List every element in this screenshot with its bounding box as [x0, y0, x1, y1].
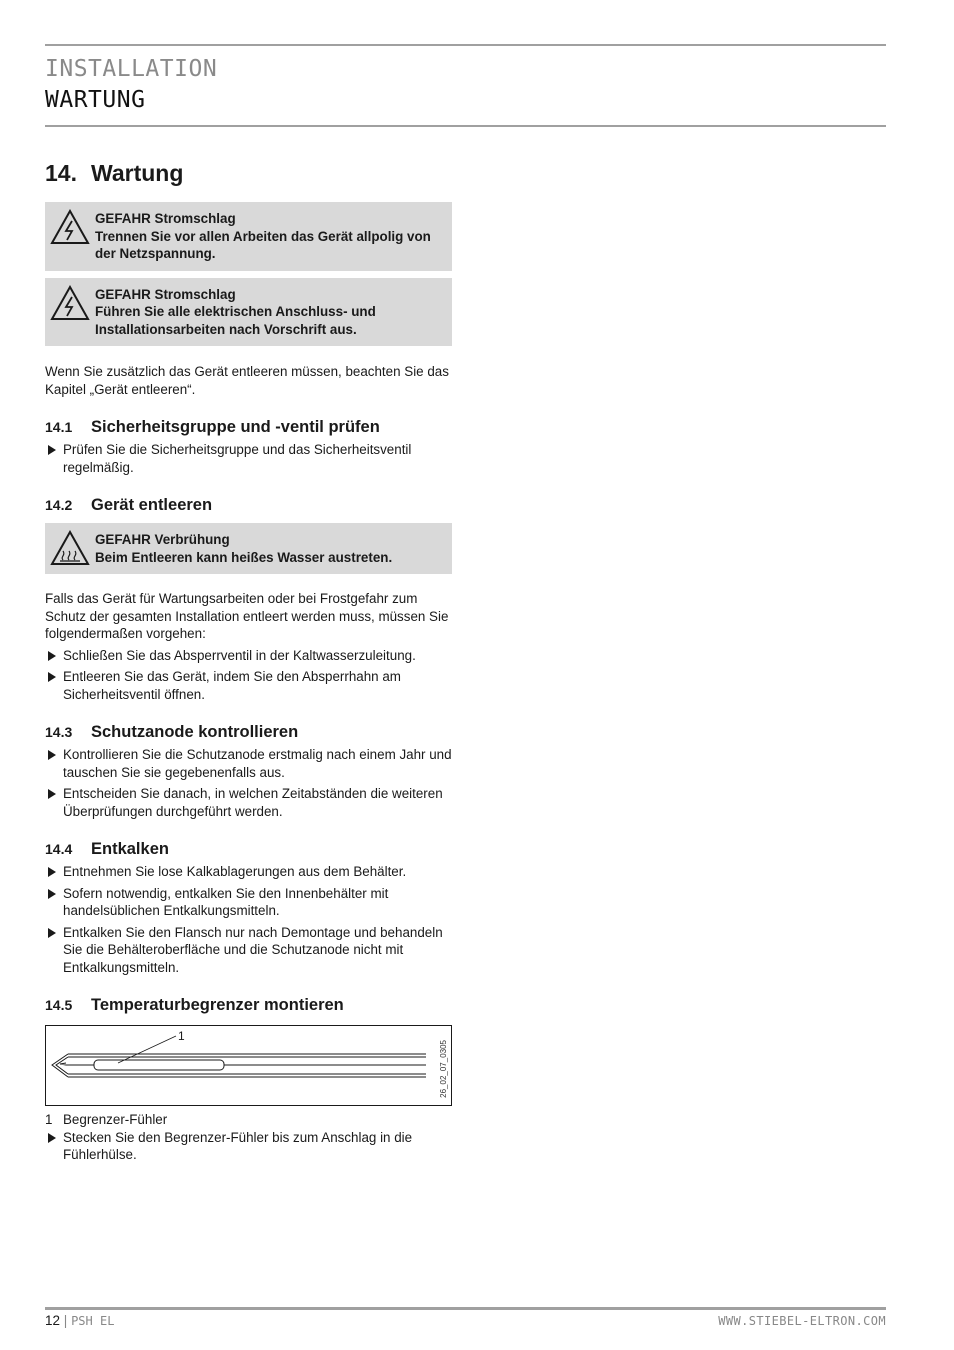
- header-title: WARTUNG: [45, 87, 146, 113]
- list-item: Prüfen Sie die Sicherheitsgruppe und das Sicherheitsventil regelmäßig.: [45, 441, 452, 476]
- bullet-triangle-icon: [48, 651, 56, 661]
- electric-shock-warning-icon: [50, 209, 90, 245]
- section-title: Schutzanode kontrollieren: [91, 723, 299, 741]
- section-heading-14-4: [45, 840, 452, 859]
- figure-callout: 1: [178, 1029, 185, 1043]
- bullet-triangle-icon: [48, 750, 56, 760]
- warning-title: GEFAHR Stromschlag: [95, 211, 236, 226]
- footer-url: WWW.STIEBEL-ELTRON.COM: [718, 1314, 886, 1328]
- footer-separator: |: [63, 1313, 68, 1328]
- section-number: 14.5: [45, 997, 73, 1013]
- sensor-figure: [45, 1025, 452, 1106]
- hot-water-scald-warning-icon: [50, 530, 90, 566]
- warning-text: Beim Entleeren kann heißes Wasser austreten.: [95, 549, 393, 565]
- list-item: Sofern notwendig, entkalken Sie den Innenbehälter mit handelsüblichen Entkalkungsmitteln.: [45, 885, 452, 920]
- list-item: Schließen Sie das Absperrventil in der Kaltwasserzuleitung.: [45, 647, 452, 665]
- chapter-number: 14.: [45, 160, 77, 186]
- warning-text: Führen Sie alle elektrischen Anschluss- und Installationsarbeiten nach Vorschrift aus.: [95, 304, 376, 337]
- figure-code: 26_02_07_0305: [439, 1040, 448, 1098]
- figure-legend: 1 Begrenzer-Fühler: [45, 1112, 168, 1127]
- warning-title: GEFAHR Verbrühung: [95, 532, 230, 547]
- section-title: Entkalken: [91, 840, 169, 858]
- model-name: PSH EL: [71, 1314, 115, 1328]
- header-rule-top: [45, 44, 886, 46]
- section-heading-14-5: [45, 996, 452, 1015]
- section-number: 14.3: [45, 724, 73, 740]
- warning-box: [45, 202, 452, 271]
- section-title: Gerät entleeren: [91, 496, 213, 514]
- electric-shock-warning-icon: [50, 285, 90, 321]
- chapter-heading: [45, 160, 452, 190]
- footer-left: [45, 1313, 114, 1328]
- list-item: Entscheiden Sie danach, in welchen Zeitabständen die weiteren Überprüfungen durchgeführt werden.: [45, 785, 452, 820]
- section-title: Temperaturbegrenzer montieren: [91, 996, 344, 1014]
- bullet-triangle-icon: [48, 445, 56, 455]
- header-rule-bottom: [45, 125, 886, 127]
- list-item: Kontrollieren Sie die Schutzanode erstmalig nach einem Jahr und tauschen Sie sie gegebenenfalls aus.: [45, 746, 452, 781]
- section-number: 14.4: [45, 841, 73, 857]
- intro-paragraph: Wenn Sie zusätzlich das Gerät entleeren müssen, beachten Sie das Kapitel „Gerät entleeren“.: [45, 364, 449, 397]
- sensor-drawing: [46, 1026, 451, 1105]
- section-number: 14.2: [45, 497, 73, 513]
- list-item: Entnehmen Sie lose Kalkablagerungen aus dem Behälter.: [45, 863, 452, 881]
- section-title: Sicherheitsgruppe und -ventil prüfen: [91, 418, 380, 436]
- section-paragraph: Falls das Gerät für Wartungsarbeiten oder bei Frostgefahr zum Schutz der gesamten Installation entleert werden muss, müssen Sie folgendermaßen vorgehen:: [45, 591, 449, 641]
- section-heading-14-2: [45, 496, 452, 515]
- list-item: Stecken Sie den Begrenzer-Fühler bis zum Anschlag in die Fühlerhülse.: [45, 1129, 452, 1164]
- footer-rule: [45, 1307, 886, 1310]
- warning-text: Trennen Sie vor allen Arbeiten das Gerät allpolig von der Netzspannung.: [95, 228, 431, 261]
- warning-box: [45, 278, 452, 347]
- list-item: Entleeren Sie das Gerät, indem Sie den Absperrhahn am Sicherheitsventil öffnen.: [45, 668, 452, 703]
- bullet-triangle-icon: [48, 1133, 56, 1143]
- bullet-triangle-icon: [48, 789, 56, 799]
- content-column: [45, 160, 452, 1168]
- bullet-triangle-icon: [48, 889, 56, 899]
- section-heading-14-1: [45, 418, 452, 437]
- warning-title: GEFAHR Stromschlag: [95, 286, 236, 302]
- chapter-title: Wartung: [91, 160, 184, 186]
- page-number: 12: [45, 1313, 61, 1328]
- section-heading-14-3: [45, 723, 452, 742]
- section-number: 14.1: [45, 419, 73, 435]
- bullet-triangle-icon: [48, 928, 56, 938]
- warning-box: [45, 523, 452, 574]
- list-item: Entkalken Sie den Flansch nur nach Demontage und behandeln Sie die Behälteroberfläche und die Schutzanode nicht mit Entkalkungsmitteln.: [45, 924, 452, 977]
- bullet-triangle-icon: [48, 672, 56, 682]
- bullet-triangle-icon: [48, 867, 56, 877]
- header-section: INSTALLATION: [45, 56, 218, 82]
